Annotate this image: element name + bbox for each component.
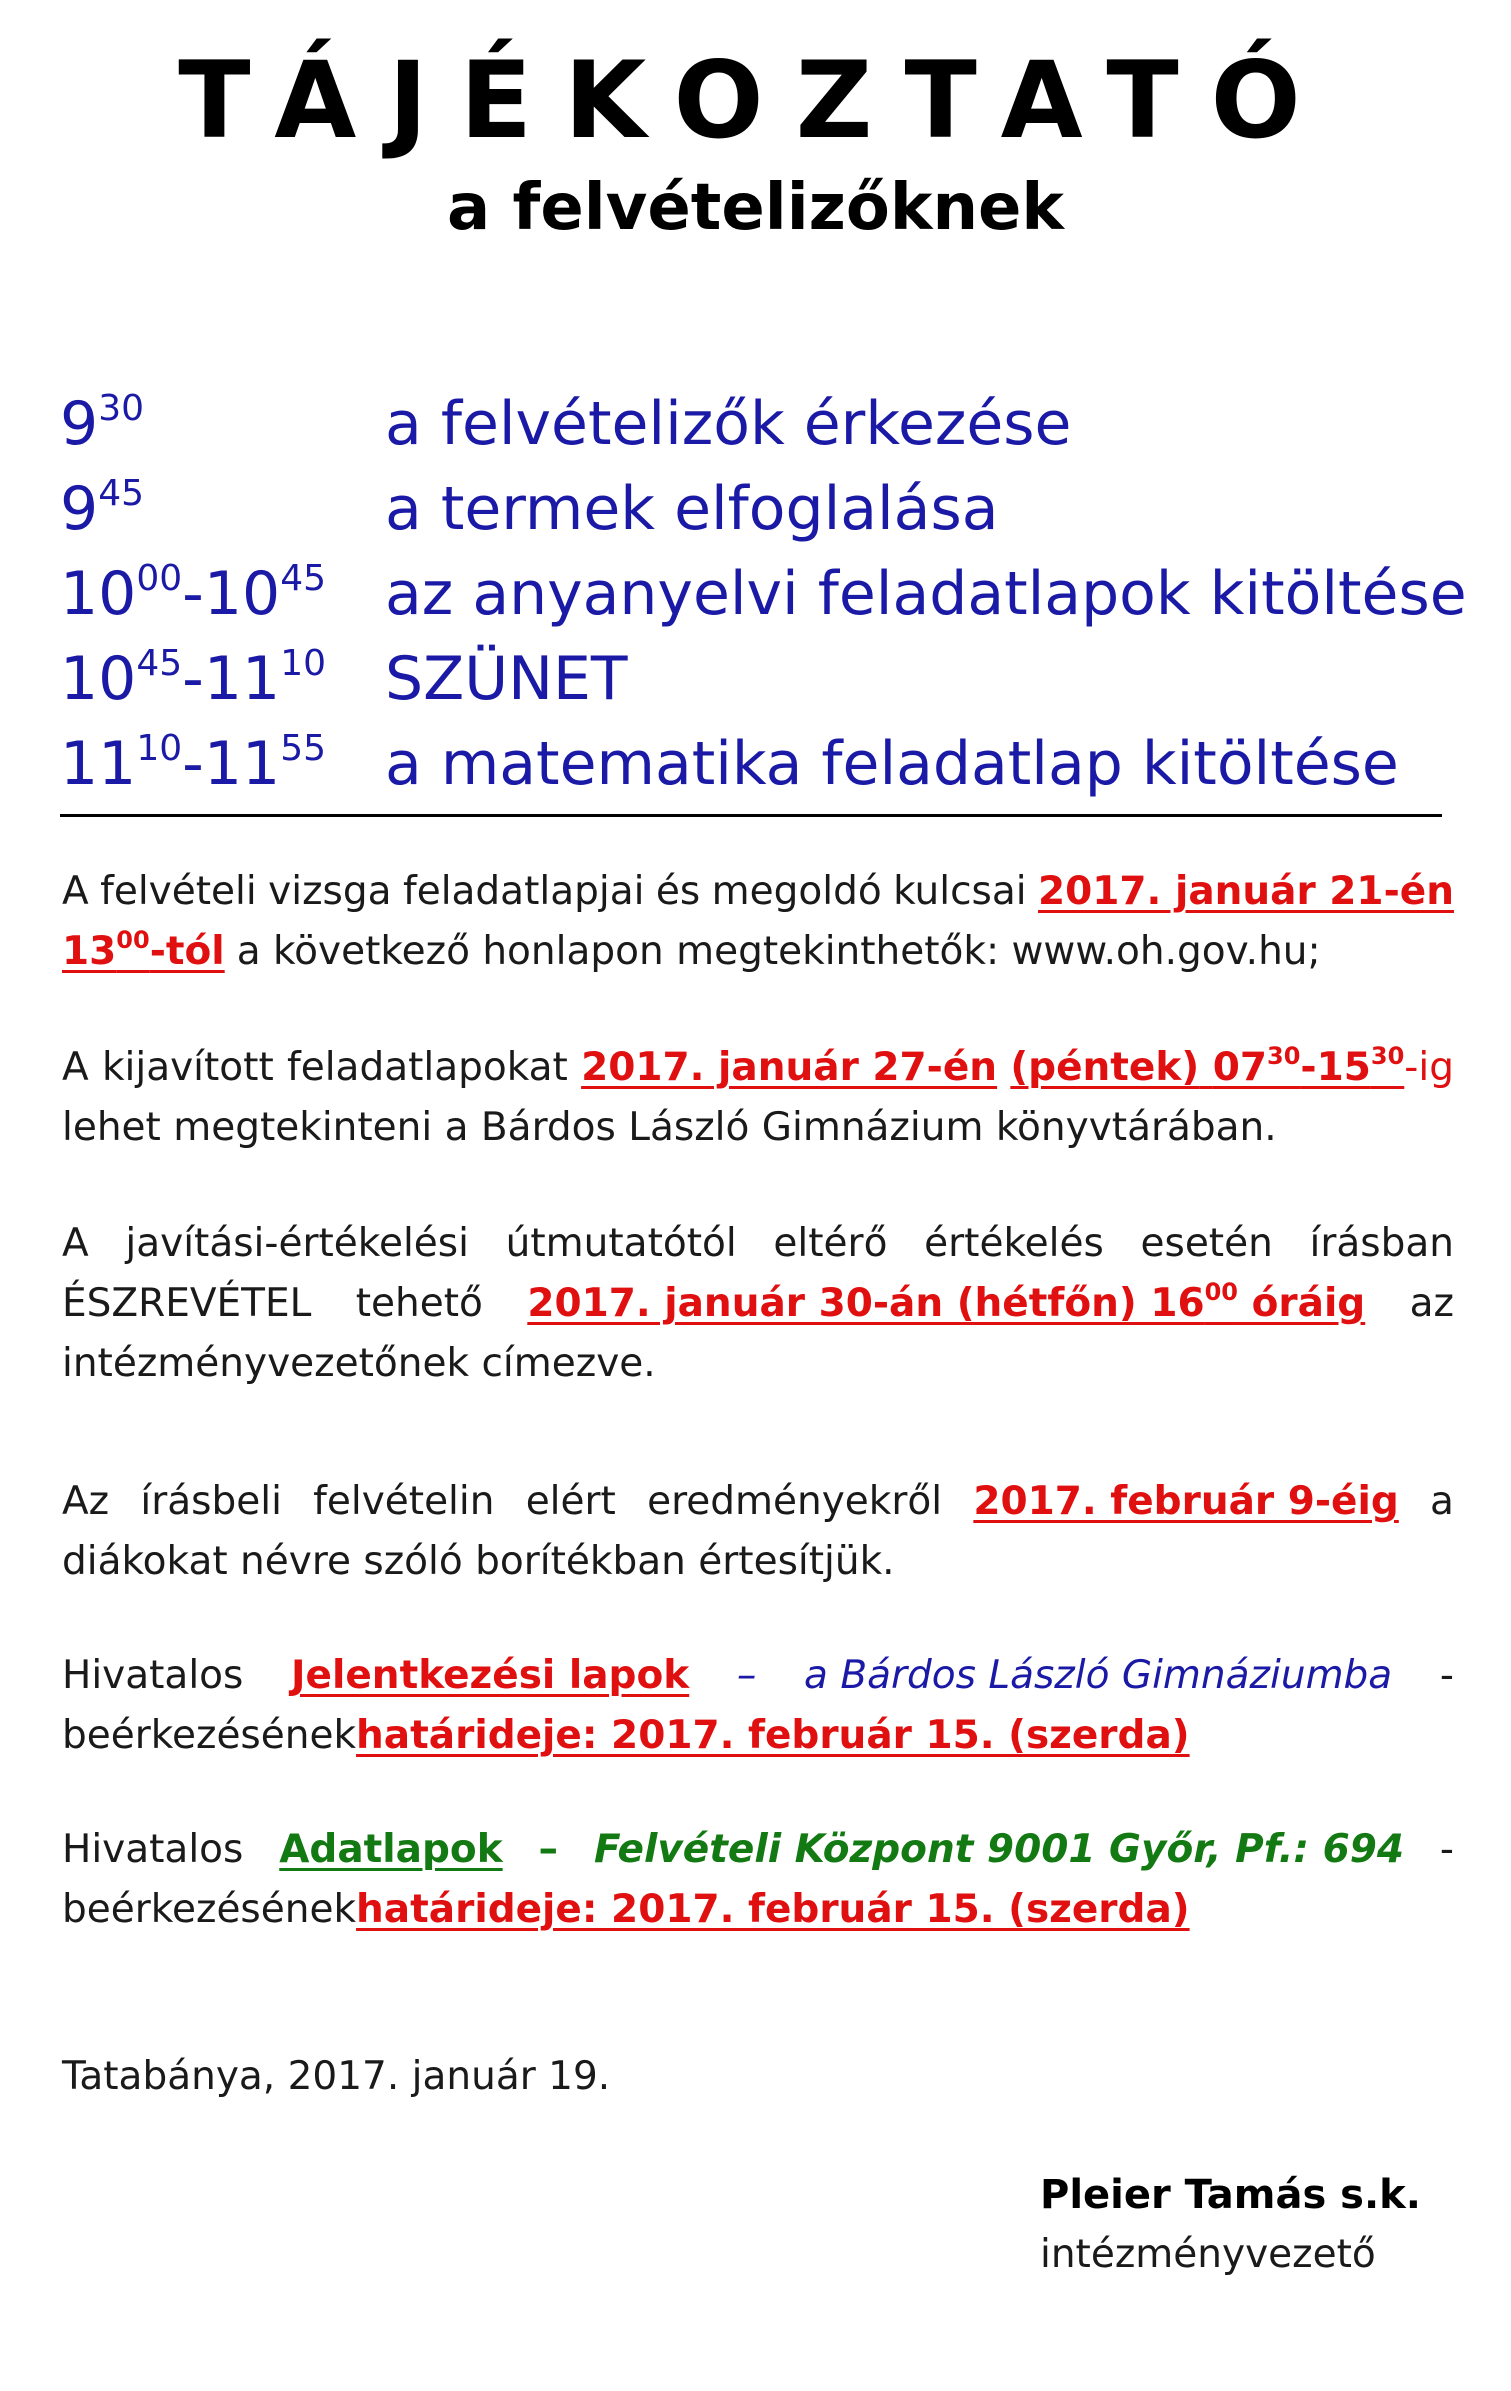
- schedule-time: $9^{45}$: [60, 473, 144, 544]
- schedule-list: [60, 382, 1467, 807]
- schedule-activity: SZÜNET: [385, 644, 628, 714]
- highlight-deadline: határideje: 2017. február 15. (szerda): [356, 1887, 1190, 1932]
- schedule-row: [60, 637, 1460, 722]
- highlight-time: $13^{00}$-tól: [62, 926, 225, 974]
- signer-name: Pleier Tamás s.k.: [1040, 2172, 1421, 2218]
- paragraph-results-notice: Az írásbeli felvételin elért eredményekről 2017. február 9-éig a diákokat névre szóló borítékban értesítjük.: [62, 1472, 1454, 1592]
- schedule-row: [60, 552, 1467, 637]
- schedule-time: $10^{45}-11^{10}$: [60, 643, 326, 714]
- destination-text: a Bárdos László Gimnáziumba: [804, 1653, 1393, 1698]
- schedule-time: $10^{00}-10^{45}$: [60, 558, 326, 629]
- document-subtitle: a felvételizőknek: [447, 171, 1064, 245]
- document-date: Tatabánya, 2017. január 19.: [62, 2054, 611, 2099]
- schedule-activity: a termek elfoglalása: [385, 474, 999, 544]
- highlight-deadline: 2017. január 30-án (hétfőn) $16^{00}$ óráig: [527, 1278, 1366, 1326]
- destination-text: Felvételi Központ 9001 Győr, Pf.: 694: [593, 1827, 1404, 1872]
- schedule-row: [60, 722, 1460, 807]
- highlight-document: Jelentkezési lapok: [291, 1653, 690, 1698]
- highlight-deadline: határideje: 2017. február 15. (szerda): [356, 1713, 1190, 1758]
- highlight-date: 2017. január 27-én: [581, 1045, 998, 1090]
- schedule-time: $9^{30}$: [60, 388, 144, 459]
- paragraph-application-forms: Hivatalos Jelentkezési lapok – a Bárdos László Gimnáziumba - beérkezésének határideje: 2017. február 15. (szerda): [62, 1646, 1454, 1766]
- schedule-row: [60, 467, 1460, 552]
- paragraph-objection: A javítási-értékelési útmutatótól eltérő értékelés esetén írásban ÉSZREVÉTEL tehető 2017. január 30-án (hétfőn) $16^{00}$ óráig az intézményvezetőnek címezve.: [62, 1221, 1454, 1386]
- schedule-time: $11^{10}-11^{55}$: [60, 728, 326, 799]
- schedule-activity: a felvételizők érkezése: [385, 389, 1072, 459]
- signer-role: intézményvezető: [1040, 2232, 1376, 2277]
- paragraph-results-publication: A felvételi vizsga feladatlapjai és megoldó kulcsai 2017. január 21-én $13^{00}$-tól a következő honlapon megtekinthetők: www.oh.gov.hu;: [62, 862, 1454, 982]
- schedule-row: [60, 382, 1460, 467]
- schedule-activity: az anyanyelvi feladatlapok kitöltése: [385, 559, 1467, 629]
- paragraph-review-corrected: A kijavított feladatlapokat 2017. január 27-én (péntek) $07^{30}-15^{30}-ig$ lehet megtekinteni a Bárdos László Gimnázium könyvtárában.: [62, 1038, 1454, 1158]
- highlight-document: Adatlapok: [279, 1827, 503, 1872]
- document-title: TÁJÉKOZTATÓ: [178, 39, 1333, 162]
- divider-line: [60, 814, 1442, 817]
- paragraph-data-sheets: Hivatalos Adatlapok – Felvételi Központ 9001 Győr, Pf.: 694 - beérkezésének határideje: 2017. február 15. (szerda): [62, 1820, 1454, 1940]
- highlight-date: 2017. február 9-éig: [973, 1479, 1399, 1524]
- schedule-activity: a matematika feladatlap kitöltése: [385, 729, 1399, 799]
- highlight-date: 2017. január 21-én: [1038, 869, 1454, 914]
- highlight-day-time: (péntek) $07^{30}-15^{30}$: [1010, 1042, 1405, 1090]
